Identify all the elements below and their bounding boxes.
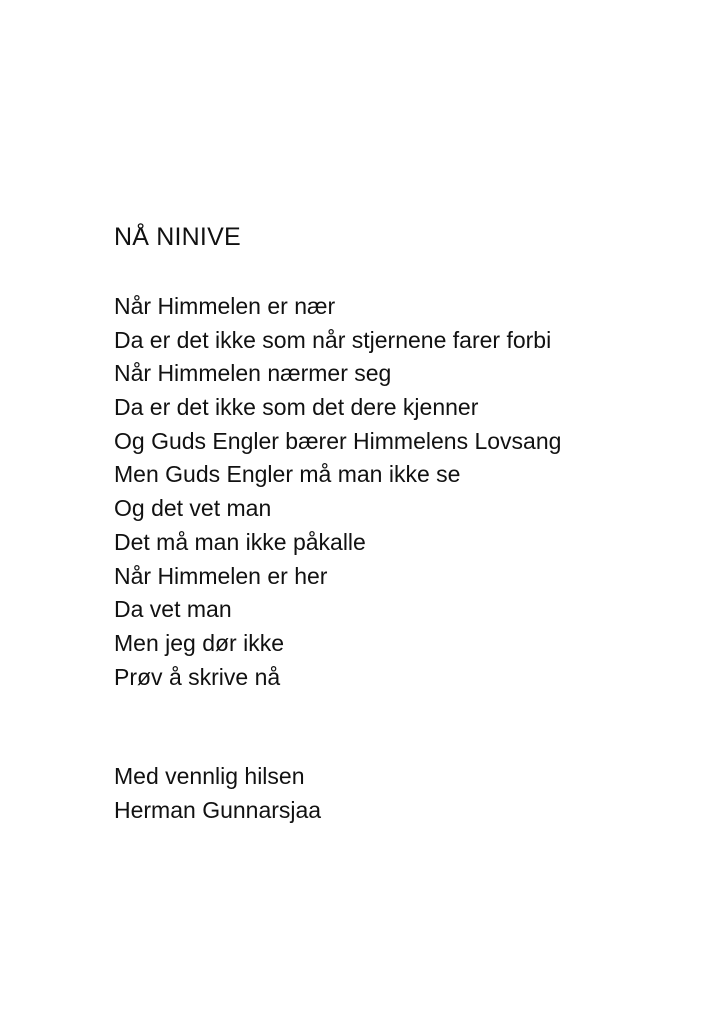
signoff bbox=[114, 760, 321, 827]
closing-text: Med vennlig hilsen bbox=[114, 763, 305, 789]
poem-line: Når Himmelen er her bbox=[114, 562, 328, 589]
poem-line: Da er det ikke som det dere kjenner bbox=[114, 394, 479, 421]
poem-line: Prøv å skrive nå bbox=[114, 663, 281, 690]
poem-body bbox=[114, 290, 561, 694]
poem-line: Men Guds Engler må man ikke se bbox=[114, 461, 461, 488]
poem-line: Når Himmelen nærmer seg bbox=[114, 360, 392, 387]
poem-line: Og det vet man bbox=[114, 495, 272, 522]
poem-line: Da vet man bbox=[114, 596, 232, 623]
poem-line: Og Guds Engler bærer Himmelens Lovsang bbox=[114, 427, 562, 454]
poem-line: Da er det ikke som når stjernene farer forbi bbox=[114, 326, 552, 353]
poem-line: Men jeg dør ikke bbox=[114, 629, 285, 656]
author-name: Herman Gunnarsjaa bbox=[114, 796, 322, 823]
poem-line: Det må man ikke påkalle bbox=[114, 528, 366, 555]
poem-title: NÅ NINIVE bbox=[114, 223, 241, 251]
poem-line: Når Himmelen er nær bbox=[114, 293, 336, 319]
